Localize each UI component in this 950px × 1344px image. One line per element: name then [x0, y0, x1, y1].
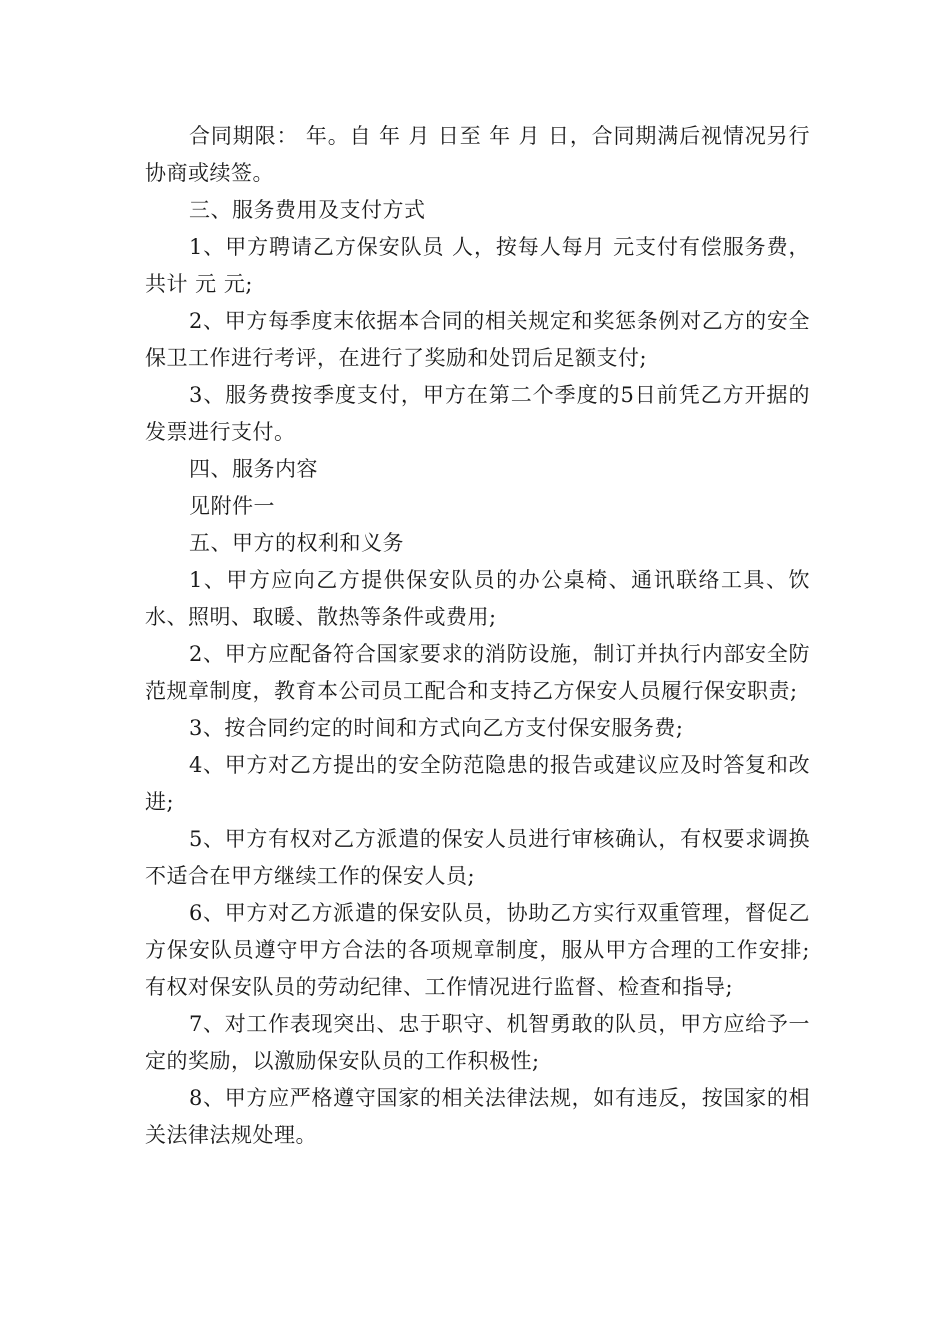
section-heading-services: 四、服务内容: [189, 457, 318, 481]
document-body: [145, 118, 810, 1154]
party-a-clause-1: 1、甲方应向乙方提供保安队员的办公桌椅、通讯联络工具、饮水、照明、取暖、散热等条件或费用;: [145, 568, 810, 629]
fee-clause-3: 3、服务费按季度支付，甲方在第二个季度的5日前凭乙方开据的发票进行支付。: [145, 383, 810, 444]
party-a-clause-3: 3、按合同约定的时间和方式向乙方支付保安服务费;: [189, 716, 684, 740]
party-a-clause-7: 7、对工作表现突出、忠于职守、机智勇敢的队员，甲方应给予一定的奖励，以激励保安队员的工作积极性;: [145, 1012, 810, 1073]
services-reference: 见附件一: [189, 494, 275, 518]
party-a-clause-2: 2、甲方应配备符合国家要求的消防设施，制订并执行内部安全防范规章制度，教育本公司员工配合和支持乙方保安人员履行保安职责;: [145, 642, 810, 703]
fee-clause-1: 1、甲方聘请乙方保安队员 人，按每人每月 元支付有偿服务费，共计 元 元;: [145, 235, 810, 296]
contract-term-paragraph: 合同期限： 年。自 年 月 日至 年 月 日，合同期满后视情况另行协商或续签。: [145, 124, 810, 185]
party-a-clause-8: 8、甲方应严格遵守国家的相关法律法规，如有违反，按国家的相关法律法规处理。: [145, 1086, 810, 1147]
section-heading-fees: 三、服务费用及支付方式: [189, 198, 426, 222]
party-a-clause-5: 5、甲方有权对乙方派遣的保安人员进行审核确认，有权要求调换不适合在甲方继续工作的保安人员;: [145, 827, 810, 888]
party-a-clause-6: 6、甲方对乙方派遣的保安队员，协助乙方实行双重管理，督促乙方保安队员遵守甲方合法的各项规章制度，服从甲方合理的工作安排;有权对保安队员的劳动纪律、工作情况进行监督、检查和指导;: [145, 901, 810, 999]
fee-clause-2: 2、甲方每季度末依据本合同的相关规定和奖惩条例对乙方的安全保卫工作进行考评，在进行了奖励和处罚后足额支付;: [145, 309, 810, 370]
section-heading-party-a: 五、甲方的权利和义务: [189, 531, 404, 555]
party-a-clause-4: 4、甲方对乙方提出的安全防范隐患的报告或建议应及时答复和改进;: [145, 753, 810, 814]
